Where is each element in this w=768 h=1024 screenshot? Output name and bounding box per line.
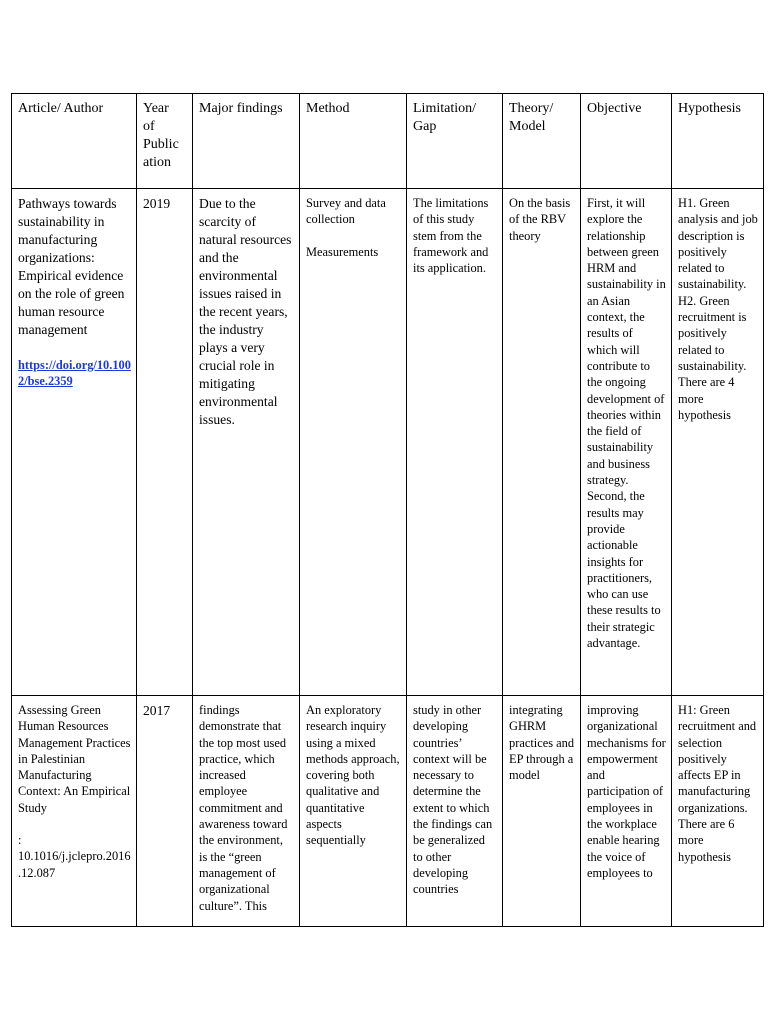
cell-findings: Due to the scarcity of natural resources and the environmental issues raised in the recent years, the industry plays a very crucial role in mitigating environmental issues. bbox=[193, 189, 300, 696]
header-theory-model: Theory/ Model bbox=[503, 94, 581, 189]
header-year: Year of Public ation bbox=[137, 94, 193, 189]
header-method: Method bbox=[300, 94, 407, 189]
doi-link[interactable]: https://doi.org/10.1002/bse.2359 bbox=[18, 358, 131, 389]
cell-objective: First, it will explore the relationship between green HRM and sustainability in an Asian context, the results of which will contribute to the ongoing development of theories within the field of sustainability and business strategy. Second, the results may provide actionable insights for practitioners, who can use these results to their strategic advantage. bbox=[581, 189, 672, 696]
cell-hypothesis: H1: Green recruitment and selection positively affects EP in manufacturing organizations. There are 6 more hypothesis bbox=[672, 696, 764, 927]
header-article-author: Article/ Author bbox=[12, 94, 137, 189]
cell-hypothesis: H1. Green analysis and job description is positively related to sustainability. H2. Green recruitment is positively related to sustainability. There are 4 more hypothesis bbox=[672, 189, 764, 696]
header-objective: Objective bbox=[581, 94, 672, 189]
cell-article bbox=[12, 189, 137, 696]
cell-findings: findings demonstrate that the top most used practice, which increased employee commitment and awareness toward the environment, is the “green management of organizational culture”. This bbox=[193, 696, 300, 927]
article-title: Assessing Green Human Resources Management Practices in Palestinian Manufacturing Context: An Empirical Study bbox=[18, 703, 134, 815]
cell-limitation: The limitations of this study stem from the framework and its application. bbox=[407, 189, 503, 696]
cell-method: Survey and data collection Measurements bbox=[300, 189, 407, 696]
cell-theory: On the basis of the RBV theory bbox=[503, 189, 581, 696]
article-title: Pathways towards sustainability in manufacturing organizations: Empirical evidence on the role of green human resource management bbox=[18, 196, 128, 337]
cell-method: An exploratory research inquiry using a mixed methods approach, covering both qualitative and quantitative aspects sequentially bbox=[300, 696, 407, 927]
table-row bbox=[12, 696, 764, 927]
header-major-findings: Major findings bbox=[193, 94, 300, 189]
header-hypothesis: Hypothesis bbox=[672, 94, 764, 189]
doi-text: : 10.1016/j.jclepro.2016.12.087 bbox=[18, 833, 131, 880]
cell-objective: improving organizational mechanisms for empowerment and participation of employees in the workplace enable hearing the voice of employees to bbox=[581, 696, 672, 927]
cell-article bbox=[12, 696, 137, 927]
table-row bbox=[12, 189, 764, 696]
cell-theory: integrating GHRM practices and EP through a model bbox=[503, 696, 581, 927]
cell-year: 2017 bbox=[137, 696, 193, 927]
table-header-row bbox=[12, 94, 764, 189]
literature-review-table bbox=[11, 93, 764, 927]
cell-year: 2019 bbox=[137, 189, 193, 696]
header-limitation-gap: Limitation/ Gap bbox=[407, 94, 503, 189]
cell-limitation: study in other developing countries’ context will be necessary to determine the extent to which the findings can be generalized to other developing countries bbox=[407, 696, 503, 927]
